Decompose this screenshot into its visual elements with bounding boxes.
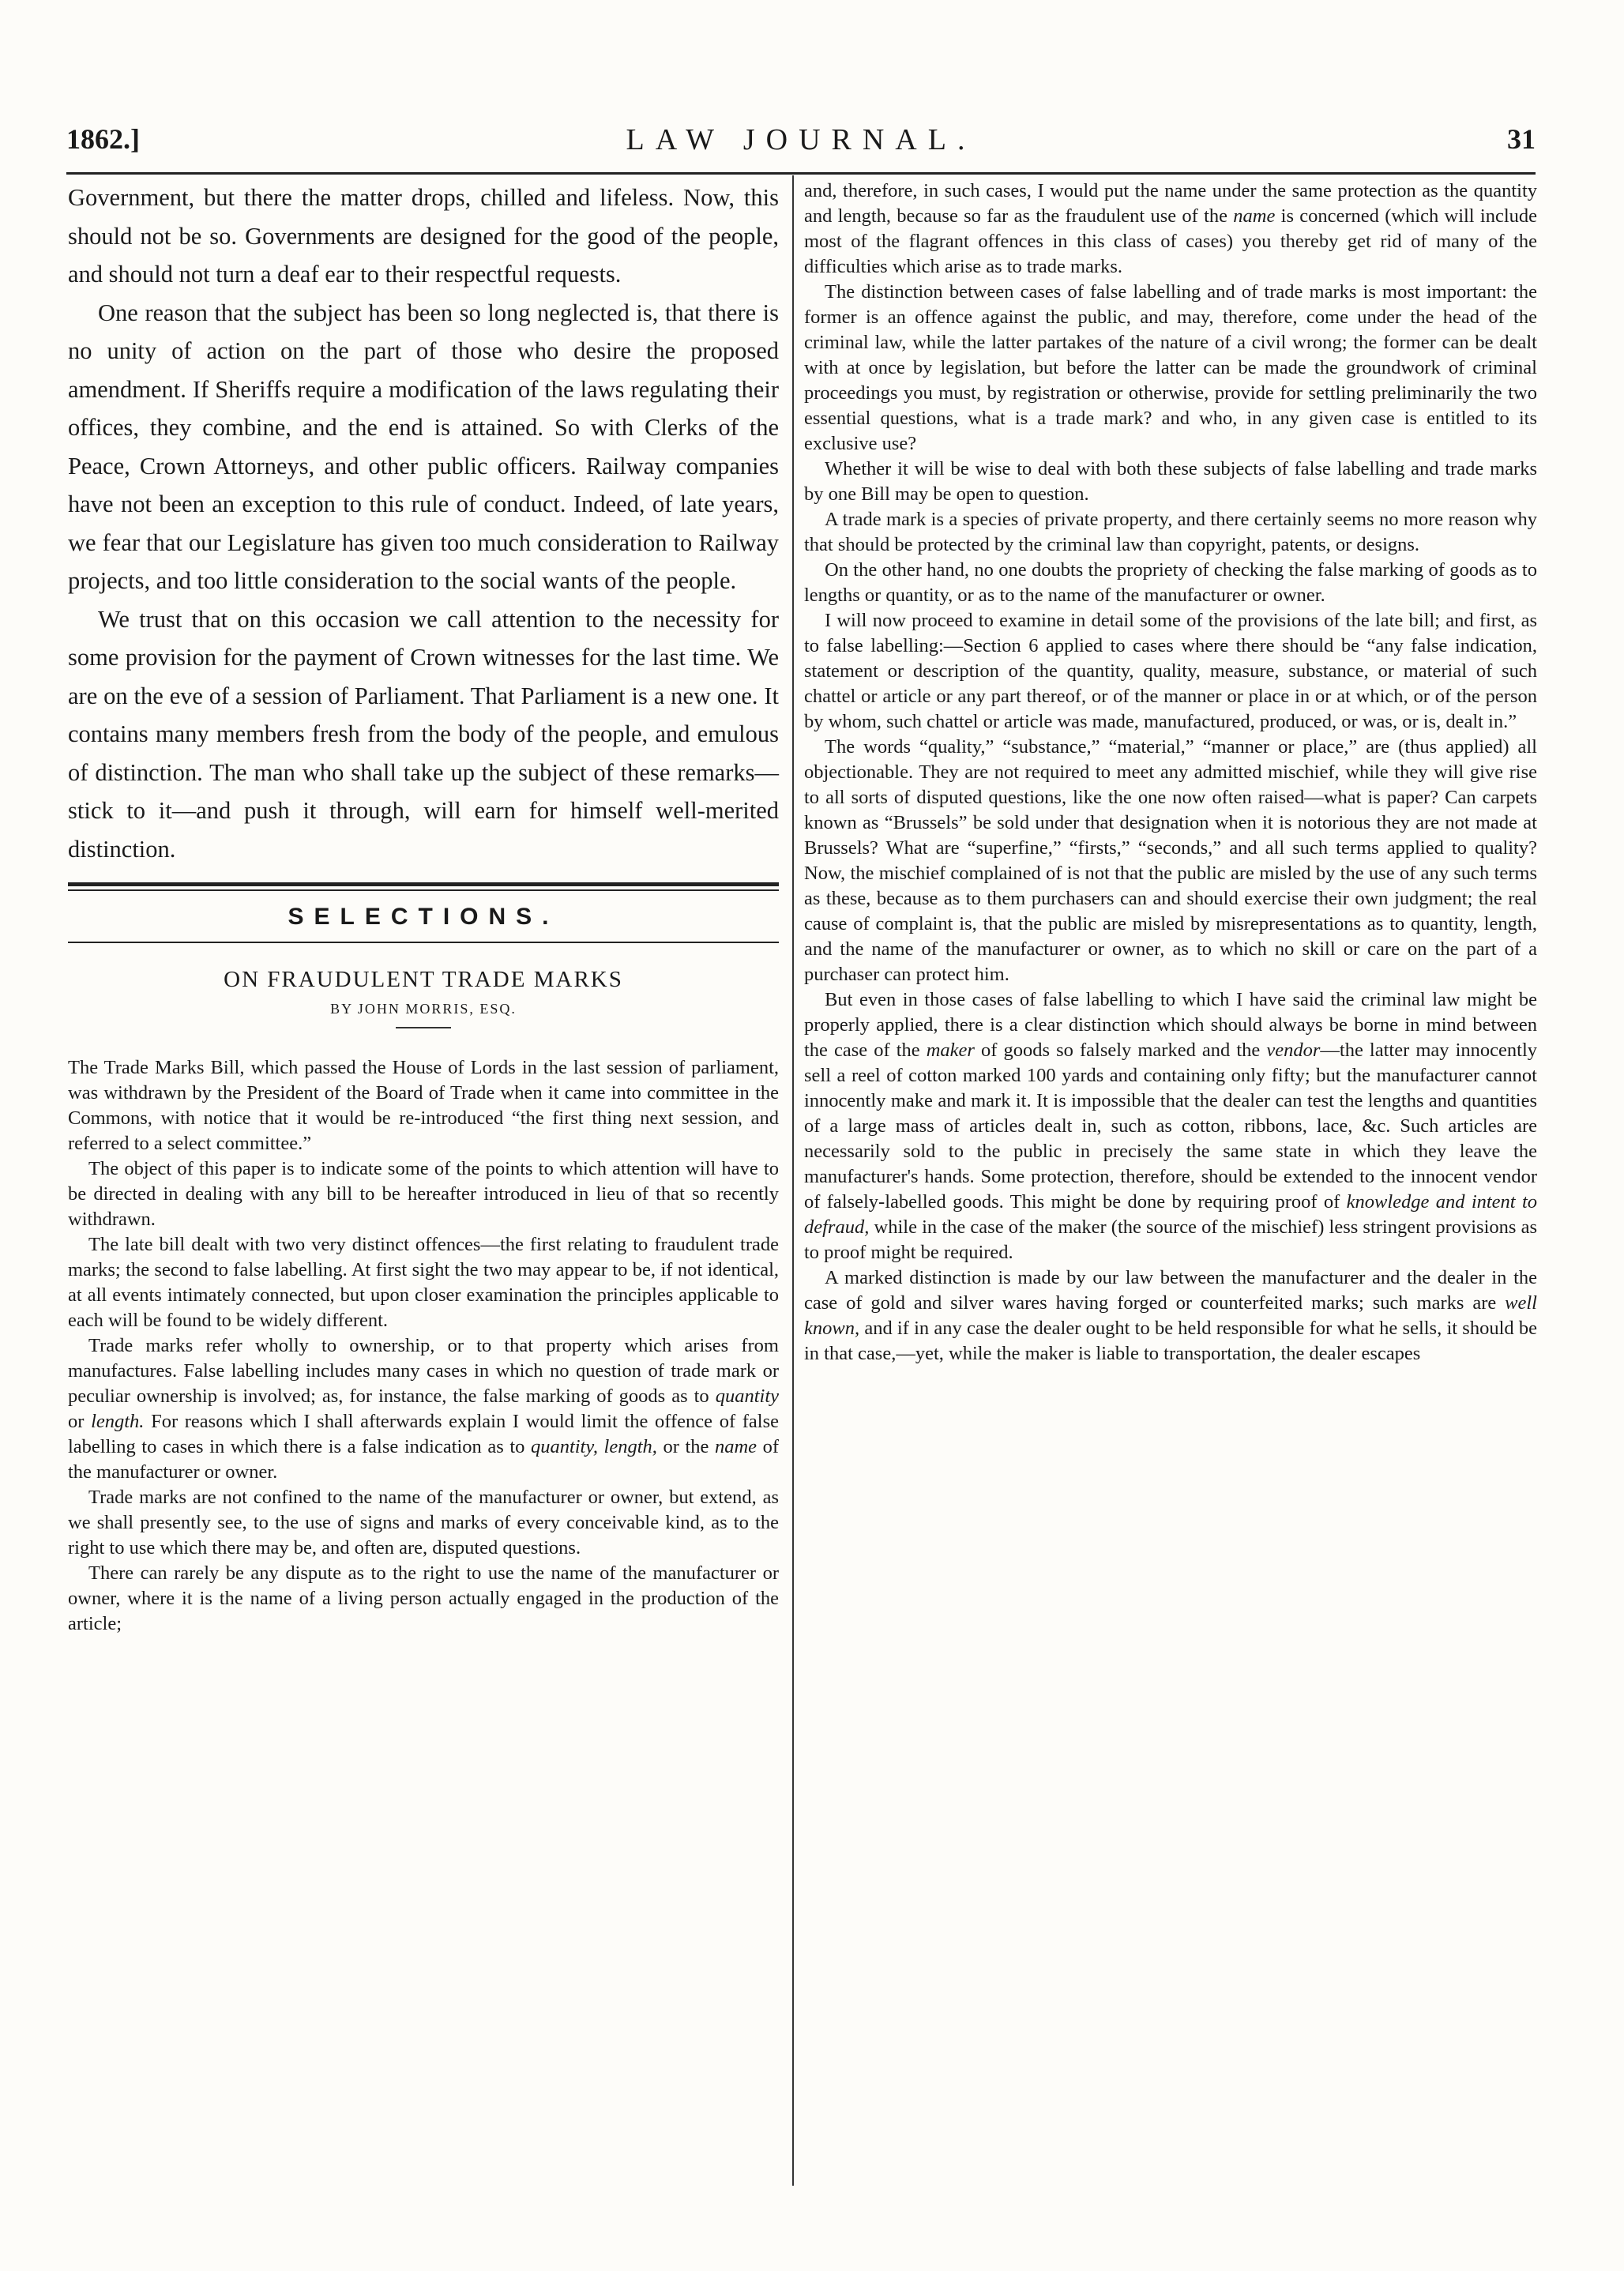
paragraph: The late bill dealt with two very distinct offences—the first relating to fraudulent trade marks; the second to false labelling. At first sight the two may appear to be, if not identical, at all events intimately connected, but upon closer examination the principles applicable to each will be found to be widely different. [68, 1234, 779, 1331]
paragraph: The Trade Marks Bill, which passed the House of Lords in the last session of parliament, was withdrawn by the President of the Board of Trade when it came into committee in the Commons, with notice that it would be re-introduced “the first thing next session, and referred to a select committee.” [68, 1057, 779, 1154]
header-year: 1862.] [66, 123, 140, 155]
section-heading: SELECTIONS. [288, 904, 559, 930]
journal-title: LAW JOURNAL. [626, 123, 976, 156]
paragraph [804, 1265, 1537, 1367]
selections-block [68, 882, 779, 1028]
text-run: is concerned (which will include most of the flagrant offences in this class of cases) you thereby get rid of many of the difficulties which arise as to trade marks. [804, 205, 1538, 277]
right-column [804, 179, 1537, 1367]
emphasis: knowledge and intent to defraud, [804, 1191, 1538, 1238]
paragraph: A trade mark is a species of private property, and there certainly seems no more reason why that should be protected by the criminal law than copyright, patents, or designs. [804, 509, 1537, 555]
paragraph [804, 987, 1537, 1265]
page-number: 31 [1507, 123, 1536, 155]
text-run: of goods so falsely marked and the [974, 1040, 1267, 1061]
emphasis: well known, [804, 1292, 1537, 1339]
paragraph: The distinction between cases of false labelling and of trade marks is most important: the former is an offence against the public, and may, therefore, come under the head of the criminal law, while the latter partakes of the nature of a civil wrong; the former can be dealt with at once by legislation, but before the latter can be made the groundwork of criminal proceedings you must, by registration or otherwise, provide for settling preliminarily the two essential questions, what is a trade mark? and who, in any given case is entitled to its exclusive use? [804, 281, 1537, 454]
editorial-text [68, 179, 779, 868]
emphasis: name [1233, 205, 1276, 227]
section-rule [68, 942, 779, 943]
section-rule [68, 882, 779, 891]
text-run: For reasons which I shall afterwards explain I would limit the offence of false labelling to cases in which there is a false indication as to [68, 1411, 779, 1457]
paragraph: There can rarely be any dispute as to the right to use the name of the manufacturer or owner, where it is the name of a living person actually engaged in the production of the article; [68, 1562, 779, 1634]
emphasis: quantity, length, [530, 1436, 657, 1457]
text-run: or [68, 1411, 92, 1432]
text-run: or the [656, 1436, 715, 1457]
column-divider [792, 175, 794, 2186]
emphasis: length. [91, 1411, 145, 1432]
text-run: —the latter may innocently sell a reel of cotton marked 100 yards and containing only fifty; but the manufacturer cannot innocently make and mark it. It is impossible that the dealer can test the lengths and quantities of a large mass of articles dealt in, such as cotton, ribbons, lace, &c. Such articles are necessarily sold to the public in precisely the same state in which they leave the manufacturer's hands. Some protection, therefore, should be extended to the innocent vendor of falsely-labelled goods. This might be done by requiring proof of [804, 1040, 1538, 1213]
left-column [68, 179, 779, 1637]
byline: BY JOHN MORRIS, ESQ. [330, 1001, 517, 1017]
paragraph: The words “quality,” “substance,” “material,” “manner or place,” are (thus applied) all objectionable. They are not required to meet any admitted mischief, while they will give rise to all sorts of disputed questions, like the one now often raised—what is paper? Can carpets known as “Brussels” be sold under that designation when it is notorious they are not made at Brussels? What are “superfine,” “firsts,” “seconds,” and all such terms applied to quality? Now, the mischief complained of is not that the public are misled by the use of any such terms as these, because as to them purchasers can and should exercise their own judgment; the real cause of complaint is, that the public are misled by misrepresentations as to quantity, length, and the name of the manufacturer or owner, as to which no skill or care on the part of a purchaser can protect him. [804, 736, 1537, 985]
text-run: and if in any case the dealer ought to be held responsible for what he sells, it should be in that case,—yet, while the maker is liable to transportation, the dealer escapes [804, 1318, 1537, 1364]
emphasis: vendor [1266, 1040, 1321, 1061]
article-text [68, 1055, 779, 1637]
paragraph: We trust that on this occasion we call attention to the necessity for some provision for the payment of Crown witnesses for the last time. We are on the eve of a session of Parliament. That Parliament is a new one. It contains many members fresh from the body of the people, and emulous of distinction. The man who shall take up the subject of these remarks—stick to it—and push it through, will earn for himself well-merited distinction. [68, 605, 779, 863]
paragraph [68, 1333, 779, 1485]
text-run: A marked distinction is made by our law between the manufacturer and the dealer in the case of gold and silver wares having forged or counterfeited marks; such marks are [804, 1267, 1537, 1314]
emphasis: quantity [715, 1386, 779, 1407]
header-rule [66, 172, 1536, 175]
paragraph: On the other hand, no one doubts the propriety of checking the false marking of goods as to lengths or quantity, or as to the name of the manufacturer or owner. [804, 559, 1537, 606]
emphasis: maker [926, 1040, 975, 1061]
text-run: Trade marks refer wholly to ownership, or to that property which arises from manufactures. False labelling includes many cases in which no question of trade mark or peculiar ownership is involved; as, for instance, the false marking of goods as to [68, 1335, 779, 1407]
text-run: of the manufacturer or owner. [68, 1436, 779, 1483]
paragraph: Trade marks are not confined to the name of the manufacturer or owner, but extend, as we shall presently see, to the use of signs and marks of every conceivable kind, as to the right to use which there may be, and often are, disputed questions. [68, 1487, 779, 1558]
text-run: But even in those cases of false labelling to which I have said the criminal law might be properly applied, there is a clear distinction which should always be borne in mind between the case of the [804, 989, 1537, 1061]
text-run: while in the case of the maker (the source of the mischief) less stringent provisions as to proof might be required. [804, 1216, 1537, 1263]
paragraph: Government, but there the matter drops, chilled and lifeless. Now, this should not be so. Governments are designed for the good of the people, and should not turn a deaf ear to their respectful requests. [68, 184, 779, 288]
emphasis: name [714, 1436, 757, 1457]
paragraph: I will now proceed to examine in detail some of the provisions of the late bill; and first, as to false labelling:—Section 6 applied to cases where there should be “any false indication, statement or description of the quantity, quality, measure, substance, or material of such chattel or article or any part thereof, or of the manner or place in or at which, or of the person by whom, such chattel or article was made, manufactured, produced, or was, or is, dealt in.” [804, 610, 1537, 732]
paragraph: One reason that the subject has been so long neglected is, that there is no unity of action on the part of those who desire the proposed amendment. If Sheriffs require a modification of the laws regulating their offices, they combine, and the end is attained. So with Clerks of the Peace, Crown Attorneys, and other public officers. Railway companies have not been an exception to this rule of conduct. Indeed, of late years, we fear that our Legislature has given too much consideration to Railway projects, and too little consideration to the social wants of the people. [68, 299, 779, 594]
paragraph: The object of this paper is to indicate some of the points to which attention will have to be directed in dealing with any bill to be hereafter introduced in lieu of that so recently withdrawn. [68, 1158, 779, 1230]
text-run: and, therefore, in such cases, I would put the name under the same protection as the quantity and length, because so far as the fraudulent use of the [804, 180, 1537, 227]
running-header [66, 122, 1536, 170]
paragraph [804, 179, 1537, 280]
paragraph: Whether it will be wise to deal with both these subjects of false labelling and trade marks by one Bill may be open to question. [804, 458, 1537, 505]
article-title: ON FRAUDULENT TRADE MARKS [224, 967, 623, 992]
divider [396, 1027, 451, 1028]
